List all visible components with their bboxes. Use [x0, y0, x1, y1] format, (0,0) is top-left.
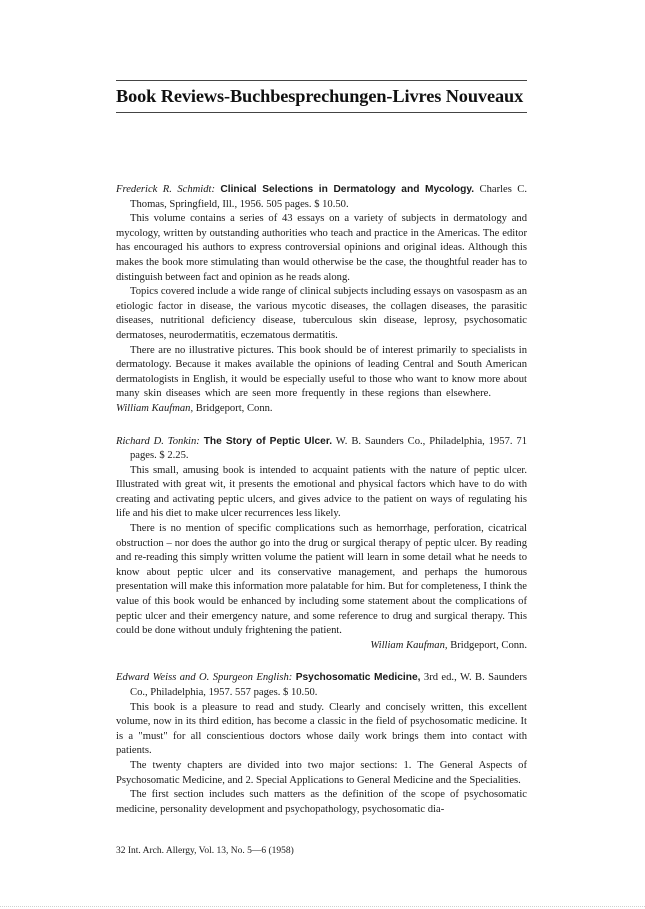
review-schmidt — [116, 183, 527, 417]
review-paragraph: This volume contains a series of 43 essays on a variety of subjects in dermatology and mycology, written by outstanding authorities who teach and practice in the Americas. The editor has encouraged his authors to express controversial opinions and original ideas. Although this makes the book more stimulating than would otherwise be the case, the thoughtful reader has to distinguish between fact and opinion as he reads along. — [116, 213, 527, 283]
publication-details: 3rd ed., W. B. Saunders Co., Philadelphia, 1957. 557 pages. $ 10.50. — [130, 672, 527, 698]
reviewer-location: Bridgeport, Conn. — [450, 639, 527, 651]
book-title: Psychosomatic Medicine, — [295, 672, 421, 684]
section-heading: Book Reviews-Buchbesprechungen-Livres Nouveaux — [116, 86, 524, 106]
review-signoff — [116, 639, 527, 654]
scan-edge-divider — [0, 906, 645, 907]
review-author: Frederick R. Schmidt: — [116, 184, 215, 195]
book-title: Clinical Selections in Dermatology and Mycology. — [220, 184, 475, 195]
publication-details: Charles C. Thomas, Springfield, Ill., 1956. 505 pages. $ 10.50. — [130, 184, 527, 210]
review-paragraph: This small, amusing book is intended to acquaint patients with the nature of peptic ulcer. Illustrated with great wit, it presents the emotional and physical factors which have to do with creating and activating peptic ulcers, and gives advice to the patient on ways of regulating his life and his diet to make ulcer recurrences less likely. — [116, 464, 527, 520]
review-paragraph-text: There are no illustrative pictures. This book should be of interest primarily to specialists in dermatology. Because it makes available the opinions of leading Central and South American dermatologists in English, it would be especially useful to those who want to know more about many skin diseases which are seen more frequently in these regions than elsewhere. — [116, 344, 527, 400]
review-citation — [116, 671, 527, 700]
reviews-column — [116, 183, 527, 817]
review-paragraph: The first section includes such matters as the definition of the scope of psychosomatic medicine, personality development and psychopathology, psychosomatic dia- — [116, 789, 527, 815]
publication-details: W. B. Saunders Co., Philadelphia, 1957. 71 pages. $ 2.25. — [130, 435, 527, 462]
review-paragraph: The twenty chapters are divided into two major sections: 1. The General Aspects of Psychosomatic Medicine, and 2. Special Applications to General Medicine and the Specialities. — [116, 759, 527, 786]
review-paragraph: This book is a pleasure to read and study. Clearly and concisely written, this excellent volume, now in its third edition, has become a classic in the field of psychosomatic medicine. It is a "must" for all conscientious doctors whose daily work brings them into contact with patients. — [116, 701, 527, 757]
page-footer: 32 Int. Arch. Allergy, Vol. 13, No. 5—6 (1958) — [116, 846, 294, 856]
header-bottom-rule — [116, 112, 527, 113]
review-author: Richard D. Tonkin: — [116, 435, 200, 447]
reviewer-location: Bridgeport, Conn. — [195, 402, 273, 414]
review-weiss-english — [116, 671, 527, 817]
book-title: The Story of Peptic Ulcer. — [203, 435, 333, 447]
reviewer-name: William Kaufman, — [116, 402, 194, 414]
review-paragraph: Topics covered include a wide range of clinical subjects including essays on vasospasm as an etiologic factor in disease, the various mycotic diseases, the collagen diseases, the parasitic diseases, nutritional deficiency disease, tuberculous skin disease, leprosy, psychosomatic dermatoses, neurodermatitis, eczematous dermatitis. — [116, 286, 527, 341]
header-top-rule — [116, 80, 527, 81]
review-paragraph: There is no mention of specific complications such as hemorrhage, perforation, cicatrical obstruction – nor does the author go into the drug or surgical therapy of peptic ulcer. By reading and re-reading this simply written volume the patient will learn in some detail what he needs to know about peptic ulcer and its conservative management, and perhaps the humorous presentation will make this information more palatable for him. But for completeness, I think the value of this book would be enhanced by including some statement about the complications of peptic ulcer and their emergency nature, and some reference to drug and surgical therapy. This could be done without unduly frightening the patient. — [116, 523, 527, 637]
review-tonkin — [116, 435, 527, 654]
review-citation — [116, 435, 527, 464]
review-paragraph — [116, 344, 527, 417]
reviewer-name: William Kaufman, — [370, 639, 448, 651]
review-author: Edward Weiss and O. Spurgeon English: — [116, 672, 293, 684]
review-citation — [116, 183, 527, 212]
